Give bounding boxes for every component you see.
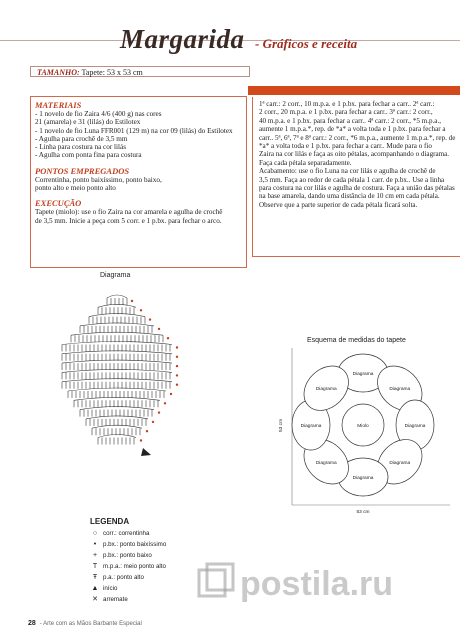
watermark: postila.ru (240, 565, 394, 603)
materials-title: MATERIAIS (35, 100, 82, 110)
scheme-title: Esquema de medidas do tapete (307, 337, 406, 344)
recipe-line: 2 corr., 20 m.p.a. e 1 p.bx. para fechar a carr.. 3ª carr.: 2 corr., (259, 108, 433, 117)
stitches-line: Correntinha, ponto baixíssimo, ponto baixo, (35, 175, 162, 184)
recipe-line: Observe que a parte superior de cada pétala ficará solta. (259, 200, 418, 209)
petal-label: Diagrama (389, 460, 411, 466)
height-label: 53 cm (279, 418, 284, 432)
legend-title: LEGENDA (90, 517, 130, 526)
page-footer (28, 620, 142, 627)
petal-label: Diagrama (315, 387, 337, 393)
size-label: TAMANHO: (37, 68, 80, 77)
page-number: 28 (28, 620, 36, 627)
center-label: Miolo (357, 424, 369, 429)
stitches-title: PONTOS EMPREGADOS (35, 165, 130, 176)
slip-stitch-icon: • (93, 541, 97, 548)
petal-label: Diagrama (352, 476, 374, 481)
petal-diagram (55, 280, 195, 465)
materials-line: - 1 novelo de fio Luna FFR001 (129 m) na cor 09 (lilás) do Estilotex (35, 126, 233, 135)
recipe-box (252, 97, 460, 257)
size-value: Tapete: 53 x 53 cm (81, 68, 143, 77)
recipe-line: Zaira na cor lilás e faça as oito pétalas, acompanhando o diagrama. (259, 150, 450, 159)
recipe-line: aumente 1 m.p.a.*, rep. de *a* a volta toda e 1 p.bx. para fechar a (259, 125, 446, 134)
execution-line: de 3,5 mm. Inicie a peça com 5 corr. e 1 p.bx. para fechar o arco. (35, 216, 222, 225)
recipe-line: na base amarela, dando uma distância de 10 cm em cada pétala. (259, 192, 440, 201)
petal-label: Diagrama (315, 460, 337, 466)
watermark-logo-icon (195, 562, 235, 602)
page-title: Margarida (120, 24, 245, 54)
legend-item: + p.bx.: ponto baixo (90, 550, 166, 561)
legend (90, 517, 166, 605)
start-arrow-icon (141, 448, 151, 456)
double-crochet-icon: Ŧ (92, 574, 98, 581)
materials-line: - Linha para costura na cor lilás (35, 143, 127, 152)
materials-line: - Agulha com ponta fina para costura (35, 151, 142, 160)
recipe-line: 3,5 mm. Faça ao redor de cada pétala 1 carr. de p.bx.. Use a linha (259, 175, 445, 184)
petal-label: Diagrama (389, 387, 411, 393)
scheme-diagram (270, 340, 460, 520)
recipe-line: 1ª carr.: 2 corr., 10 m.p.a. e 1 p.bx. para fechar a carr.. 2ª carr.: (259, 100, 435, 108)
execution-line: Tapete (miolo): use o fio Zaira na cor amarela e agulha de crochê (35, 208, 223, 217)
accent-rule (248, 86, 460, 95)
legend-item: ✕ arremate (90, 594, 166, 605)
recipe-line: *a* a volta toda e 1 p.bx. para fechar a carr.. Mude para o fio (259, 142, 432, 151)
legend-item: T m.p.a.: meio ponto alto (90, 561, 166, 572)
legend-item: ▲ início (91, 585, 118, 592)
stitches-line: ponto alto e meio ponto alto (35, 184, 116, 193)
chain-icon: ○ (92, 530, 98, 537)
page-subtitle: - Gráficos e receita (255, 36, 358, 51)
half-double-icon: T (92, 563, 98, 570)
recipe-line: carr.. 5ª, 6ª, 7ª e 8ª carr.: 2 corr., *6 m.p.a., aumente 1 m.p.a.*, rep. de (259, 133, 456, 142)
start-icon: ▲ (91, 585, 99, 592)
materials-line: - Agulha para crochê de 3,5 mm (35, 134, 128, 143)
petal-label: Diagrama (300, 424, 322, 429)
recipe-line: 40 m.p.a. e 1 p.bx. para fechar a carr.. 4ª carr.: 2 corr., *5 m.p.a., (259, 116, 441, 125)
petal-label: Diagrama (404, 424, 426, 429)
diagram-title: Diagrama (100, 272, 131, 279)
legend-item: ○ corr.: correntinha (90, 528, 166, 539)
execution-title: EXECUÇÃO (35, 198, 82, 209)
materials-line: - 1 novelo de fio Zaira 4/6 (400 g) nas cores (35, 110, 162, 118)
width-label: 53 cm (356, 510, 370, 515)
materials-box (30, 96, 247, 268)
recipe-line: Acabamento: use o fio Luna na cor lilás e agulha de crochê de (259, 167, 436, 176)
recipe-line: para costura na cor lilás e agulha de costura. Faça a união das pétalas (259, 184, 455, 193)
size-bar (30, 66, 250, 77)
finish-icon: ✕ (92, 596, 98, 603)
recipe-line: Faça cada pétala separadamente. (259, 158, 352, 167)
petal-label: Diagrama (352, 372, 374, 377)
footer-text: - Arte com as Mãos Barbante Especial (39, 621, 142, 627)
legend-item: • p.bx.: ponto baixíssimo (90, 539, 166, 550)
legend-item: Ŧ p.a.: ponto alto (90, 572, 166, 583)
materials-line: 21 (amarela) e 31 (lilás) do Estilotex (35, 118, 141, 127)
single-crochet-icon: + (92, 552, 98, 559)
